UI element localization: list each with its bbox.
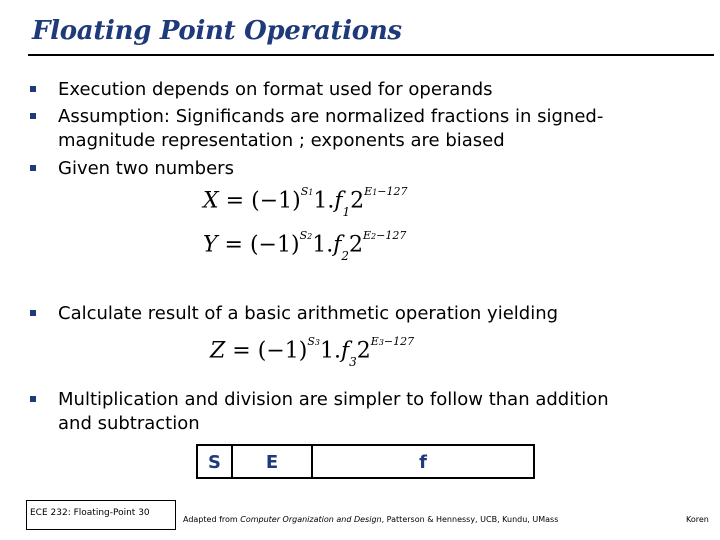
equation-z: $Z = (-1)^{S3}1.f_32^{E3-127}$ [210,335,415,369]
bullet-square-icon [30,310,36,316]
footer-attribution: Adapted from Computer Organization and Design, Patterson & Hennessy, UCB, Kundu, UMass [183,515,559,524]
equation-x: $X = (-1)^{S1}1.f_12^{E1-127}$ [203,185,408,219]
bullet-square-icon [30,396,36,402]
bullet-text: magnitude representation ; exponents are biased [58,130,505,151]
bullet-text: and subtraction [58,413,200,434]
bullet-square-icon [30,165,36,171]
bullet-text: Given two numbers [58,158,234,179]
equation-y: $Y = (-1)^{S2}1.f_22^{E2-127}$ [203,229,407,263]
bullet-text: Execution depends on format used for operands [58,79,493,100]
title-divider [28,54,714,56]
bullet-square-icon [30,113,36,119]
fraction-field: f [419,452,427,473]
float-format-diagram [196,444,535,479]
footer-slide-label: ECE 232: Floating-Point 30 [26,500,176,530]
bullet-text: Multiplication and division are simpler to follow than addition [58,389,609,410]
footer-author: Koren [686,515,709,524]
sign-field: S [198,446,233,477]
exponent-field: E [233,446,313,477]
bullet-square-icon [30,86,36,92]
bullet-text: Assumption: Significands are normalized fractions in signed- [58,106,604,127]
slide-title: Floating Point Operations [32,16,402,46]
bullet-text: Calculate result of a basic arithmetic operation yielding [58,303,559,324]
